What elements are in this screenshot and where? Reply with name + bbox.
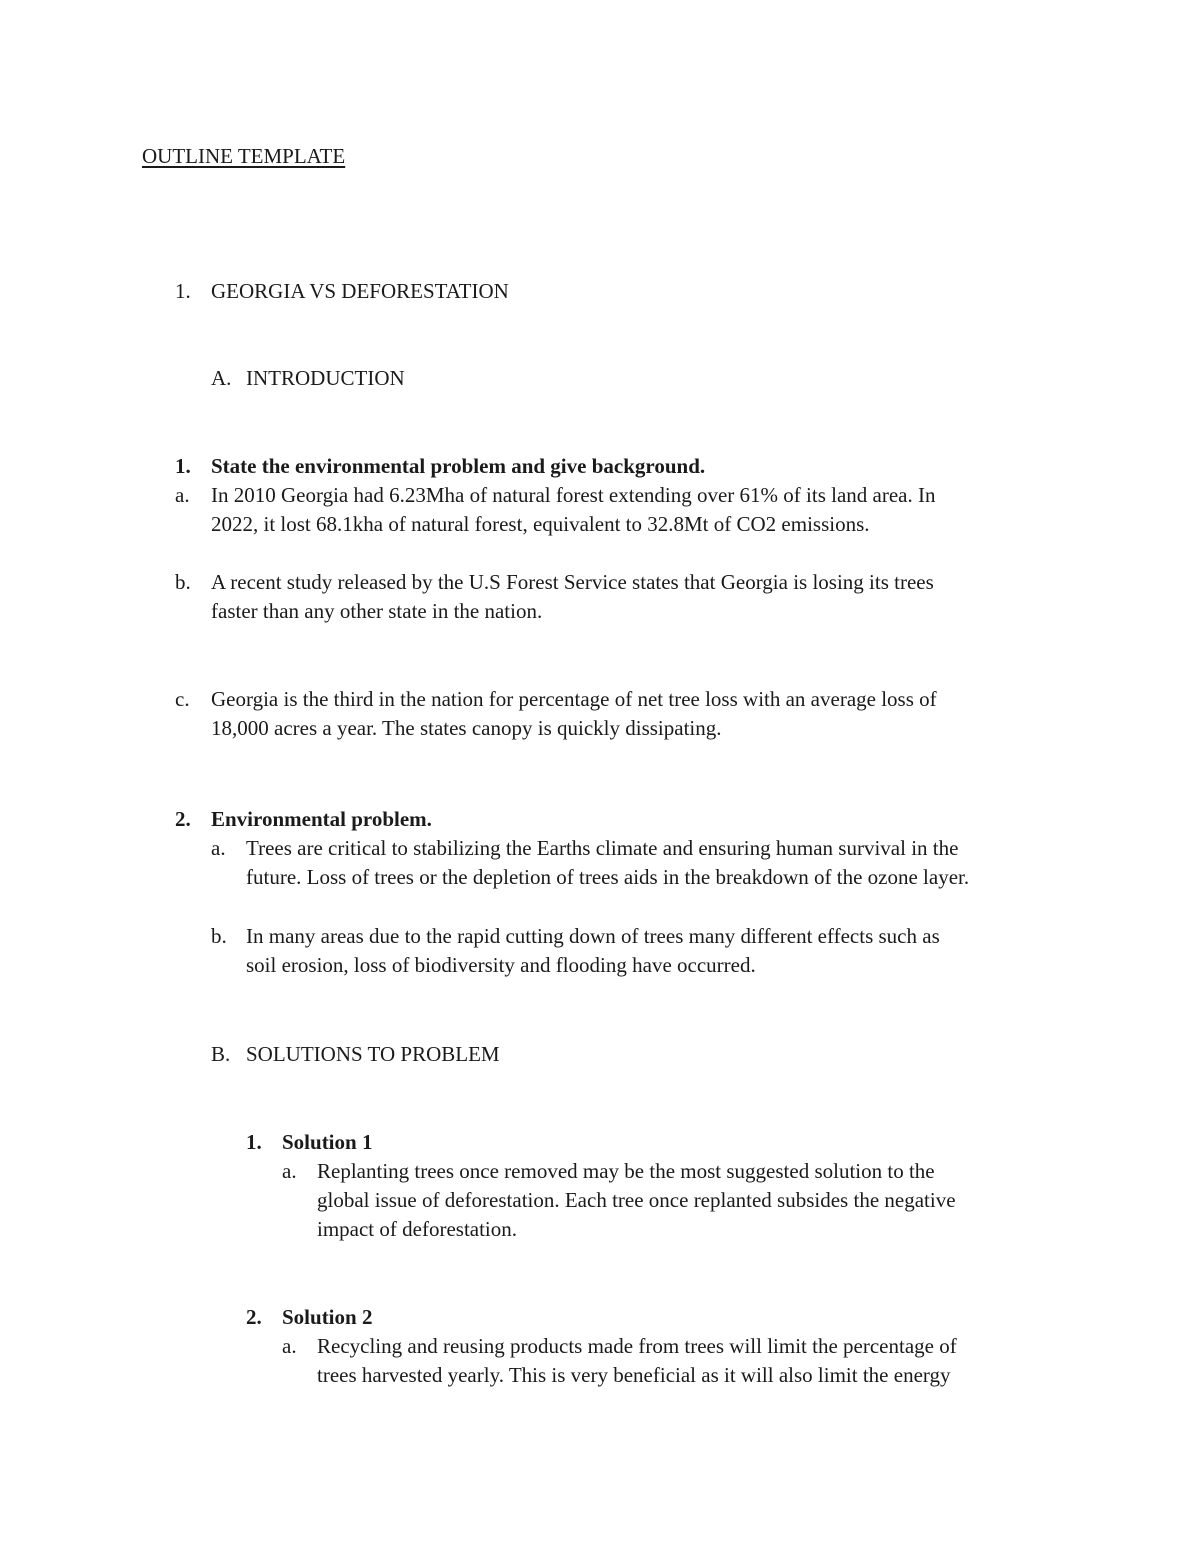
item-1c-marker: c. bbox=[175, 687, 190, 711]
item-2b-marker: b. bbox=[211, 924, 227, 948]
part-a-heading: INTRODUCTION bbox=[246, 366, 405, 390]
part-b-marker: B. bbox=[211, 1042, 231, 1066]
item-2-heading: Environmental problem. bbox=[211, 807, 432, 831]
item-1b-line: A recent study released by the U.S Forest Service states that Georgia is losing its trees bbox=[211, 570, 934, 594]
item-2-marker: 2. bbox=[175, 807, 191, 831]
item-2b-line: In many areas due to the rapid cutting down of trees many different effects such as bbox=[246, 924, 940, 948]
section-1-marker: 1. bbox=[175, 279, 191, 303]
solution-2-marker: 2. bbox=[246, 1305, 262, 1329]
section-1-heading: GEORGIA VS DEFORESTATION bbox=[211, 279, 509, 303]
document-title: OUTLINE TEMPLATE bbox=[142, 144, 346, 168]
item-1b-marker: b. bbox=[175, 570, 191, 594]
solution-1-heading: Solution 1 bbox=[282, 1130, 373, 1154]
item-2b-line: soil erosion, loss of biodiversity and flooding have occurred. bbox=[246, 953, 756, 977]
solution-1a-marker: a. bbox=[282, 1159, 297, 1183]
item-1c-line: Georgia is the third in the nation for percentage of net tree loss with an average loss of bbox=[211, 687, 937, 711]
item-1a-line: In 2010 Georgia had 6.23Mha of natural forest extending over 61% of its land area. In bbox=[211, 483, 936, 507]
solution-1a-line: global issue of deforestation. Each tree once replanted subsides the negative bbox=[317, 1188, 956, 1212]
item-1a-line: 2022, it lost 68.1kha of natural forest, equivalent to 32.8Mt of CO2 emissions. bbox=[211, 512, 870, 536]
solution-2a-line: Recycling and reusing products made from trees will limit the percentage of bbox=[317, 1334, 957, 1358]
solution-1a-line: Replanting trees once removed may be the most suggested solution to the bbox=[317, 1159, 935, 1183]
item-1-marker: 1. bbox=[175, 454, 191, 478]
solution-1-marker: 1. bbox=[246, 1130, 262, 1154]
part-b-heading: SOLUTIONS TO PROBLEM bbox=[246, 1042, 500, 1066]
item-2a-line: Trees are critical to stabilizing the Earths climate and ensuring human survival in the bbox=[246, 836, 959, 860]
part-a-marker: A. bbox=[211, 366, 232, 390]
solution-2a-line: trees harvested yearly. This is very beneficial as it will also limit the energy bbox=[317, 1363, 951, 1387]
item-1b-line: faster than any other state in the nation. bbox=[211, 599, 543, 623]
solution-2-heading: Solution 2 bbox=[282, 1305, 373, 1329]
item-1a-marker: a. bbox=[175, 483, 190, 507]
solution-2a-marker: a. bbox=[282, 1334, 297, 1358]
item-2a-marker: a. bbox=[211, 836, 226, 860]
item-1c-line: 18,000 acres a year. The states canopy is quickly dissipating. bbox=[211, 716, 722, 740]
item-1-heading: State the environmental problem and give background. bbox=[211, 454, 706, 478]
item-2a-line: future. Loss of trees or the depletion of trees aids in the breakdown of the ozone layer. bbox=[246, 865, 970, 889]
solution-1a-line: impact of deforestation. bbox=[317, 1217, 518, 1241]
